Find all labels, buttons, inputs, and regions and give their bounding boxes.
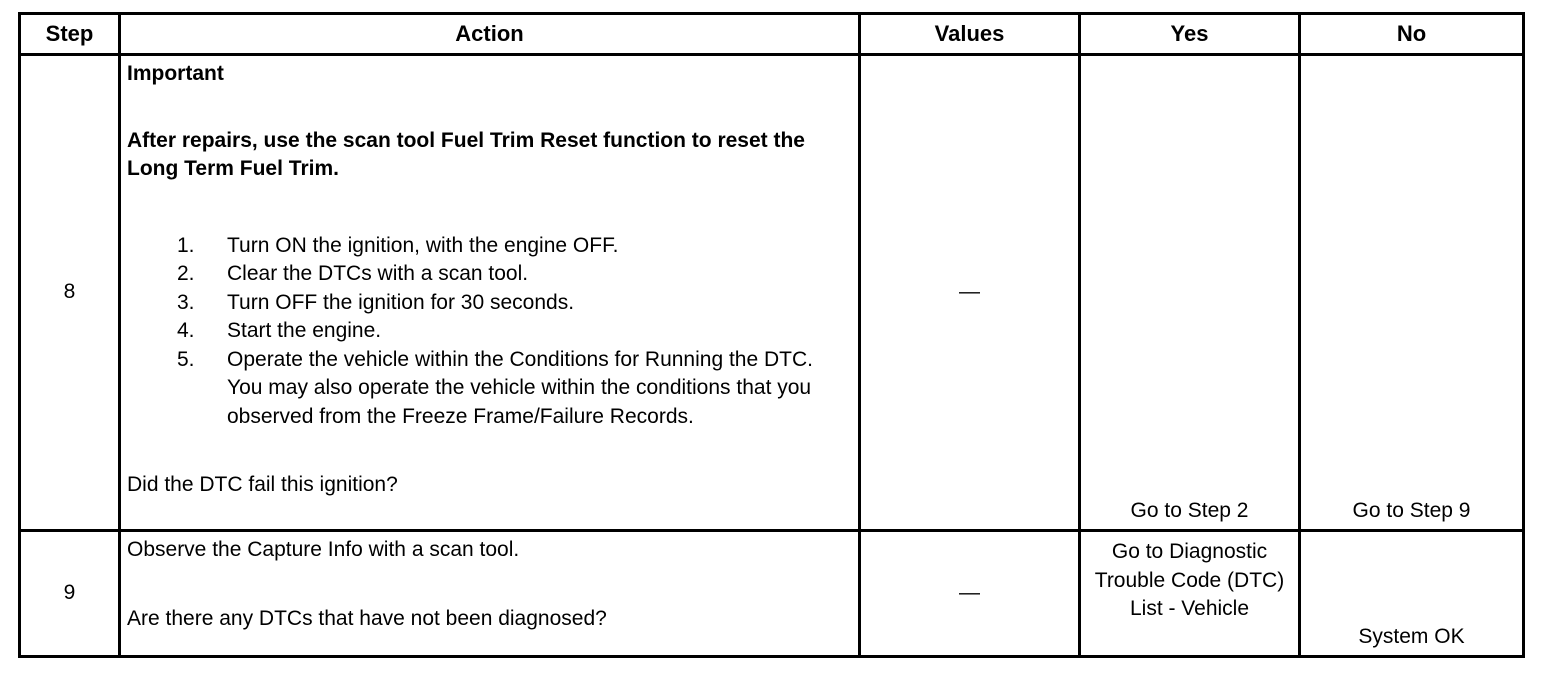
- question-text: Are there any DTCs that have not been diagnosed?: [127, 606, 607, 630]
- important-text: After repairs, use the scan tool Fuel Trim Reset function to reset the Long Term Fuel Trim.: [127, 128, 805, 180]
- step-number: 9: [20, 531, 120, 657]
- action-text: Observe the Capture Info with a scan tool.: [127, 538, 520, 561]
- list-item: [177, 317, 827, 346]
- list-item: [177, 346, 827, 432]
- list-item-number: 3.: [177, 290, 195, 314]
- header-action: Action: [120, 14, 860, 55]
- diagnostic-table: [18, 12, 1525, 658]
- no-cell: System OK: [1300, 531, 1524, 657]
- header-no: No: [1300, 14, 1524, 55]
- list-item-number: 2.: [177, 262, 195, 285]
- header-values: Values: [860, 14, 1080, 55]
- yes-cell: Go to Step 2: [1080, 55, 1300, 531]
- list-item-text: Start the engine.: [227, 319, 382, 342]
- values-cell: —: [860, 55, 1080, 531]
- list-item-number: 1.: [177, 233, 195, 257]
- list-item-text: Turn ON the ignition, with the engine OFF.: [227, 233, 619, 257]
- list-item-text: Clear the DTCs with a scan tool.: [227, 262, 529, 285]
- procedure-list: [127, 232, 827, 432]
- list-item-number: 5.: [177, 347, 195, 371]
- important-title: Important: [127, 62, 224, 85]
- table-row-step-8: [20, 55, 1524, 531]
- question-text: Did the DTC fail this ignition?: [127, 473, 398, 496]
- list-item-text: Turn OFF the ignition for 30 seconds.: [227, 290, 575, 314]
- list-item: [177, 232, 827, 261]
- header-step: Step: [20, 14, 120, 55]
- header-row: [20, 14, 1524, 55]
- action-cell: [120, 55, 860, 531]
- no-cell: Go to Step 9: [1300, 55, 1524, 531]
- list-item-text: Operate the vehicle within the Conditions for Running the DTC. You may also operate the vehicle within the conditions that you observed from the Freeze Frame/Failure Records.: [227, 347, 813, 428]
- header-yes: Yes: [1080, 14, 1300, 55]
- values-cell: —: [860, 531, 1080, 657]
- list-item: [177, 289, 827, 318]
- list-item-number: 4.: [177, 319, 195, 342]
- yes-cell: [1080, 531, 1300, 657]
- list-item: [177, 260, 827, 289]
- yes-link-text: Go to Diagnostic Trouble Code (DTC) List - Vehicle: [1094, 540, 1285, 620]
- action-cell: [120, 531, 860, 657]
- table-row-step-9: [20, 531, 1524, 657]
- step-number: 8: [20, 55, 120, 531]
